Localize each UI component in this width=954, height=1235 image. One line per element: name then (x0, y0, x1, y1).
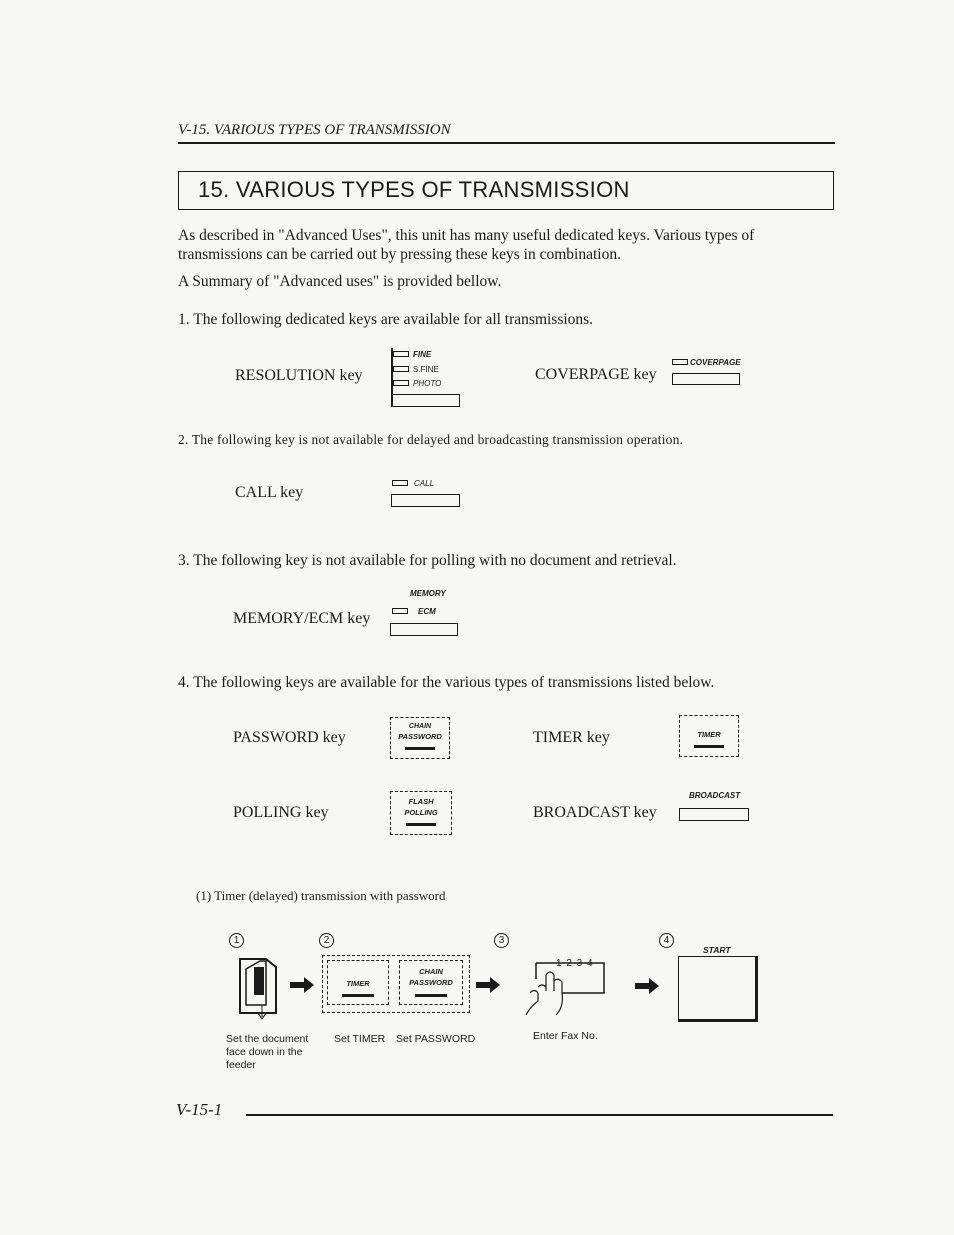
item-2-text: 2. The following key is not available for delayed and broadcasting transmission operation. (178, 432, 684, 447)
section-header: V-15. VARIOUS TYPES OF TRANSMISSION (178, 122, 451, 138)
memory-tag: MEMORY (410, 589, 446, 598)
photo-indicator-icon (393, 380, 409, 386)
resolution-key-label: RESOLUTION key (235, 367, 363, 384)
document-feeder-icon (236, 955, 284, 1021)
intro-paragraph: As described in "Advanced Uses", this unit has many useful dedicated keys. Various types of transmissions can be carried out by pressing these keys in combination. (178, 227, 755, 263)
photo-tag: PHOTO (413, 379, 442, 388)
polling-key-bar (406, 823, 436, 826)
arrow-right-icon (290, 977, 314, 993)
password-key-label: PASSWORD key (233, 729, 346, 746)
broadcast-tag: BROADCAST (689, 791, 741, 800)
flash-tag: FLASH (408, 797, 434, 806)
timer-key-graphic (679, 715, 739, 757)
broadcast-key-button (679, 808, 749, 821)
sfine-tag: S.FINE (413, 365, 439, 374)
step-password-key (399, 960, 463, 1005)
call-tag: CALL (414, 479, 435, 488)
footer-rule (246, 1114, 833, 1116)
memory-key-label: MEMORY/ECM key (233, 610, 371, 627)
arrow-right-icon (635, 978, 659, 994)
step-4-marker: 4 (659, 933, 674, 948)
chain-tag: CHAIN (408, 723, 432, 730)
step-1-marker: 1 (229, 933, 244, 948)
arrow-right-icon (476, 977, 500, 993)
step-2-marker: 2 (319, 933, 334, 948)
coverpage-key-button (672, 373, 740, 385)
step-password-tag: PASSWORD (409, 978, 453, 987)
step-timer-bar (342, 994, 374, 997)
step-timer-tag: TIMER (346, 979, 370, 988)
timer-key-bar (694, 745, 724, 748)
coverpage-tag: COVERPAGE (690, 358, 741, 367)
fine-indicator-icon (393, 351, 409, 357)
ecm-tag: ECM (418, 607, 436, 616)
step-3-marker: 3 (494, 933, 509, 948)
call-indicator-icon (392, 480, 408, 486)
coverpage-indicator-icon (672, 359, 688, 365)
step-chain-tag: CHAIN (419, 967, 443, 976)
step-password-bar (415, 994, 447, 997)
broadcast-key-label: BROADCAST key (533, 804, 657, 821)
memory-key-button (390, 623, 458, 636)
call-key-label: CALL key (235, 484, 304, 501)
page-title: 15. VARIOUS TYPES OF TRANSMISSION (198, 177, 630, 202)
ecm-indicator-icon (392, 608, 408, 614)
step-1-caption: Set the document face down in the feeder (226, 1033, 309, 1071)
fine-tag: FINE (413, 350, 432, 359)
sfine-indicator-icon (393, 366, 409, 372)
resolution-key-button (391, 394, 460, 407)
start-tag: START (703, 945, 731, 955)
header-rule (178, 142, 835, 144)
polling-key-graphic (390, 791, 452, 835)
timer-key-label: TIMER key (533, 729, 610, 746)
polling-key-label: POLLING key (233, 804, 329, 821)
summary-line: A Summary of "Advanced uses" is provided bellow. (178, 273, 502, 290)
timer-tag: TIMER (697, 730, 721, 739)
item-4-text: 4. The following keys are available for the various types of transmissions listed below. (178, 674, 715, 691)
keypad-digits: 1 2 3 4 (556, 958, 594, 969)
step-2b-caption: Set PASSWORD (396, 1033, 476, 1045)
password-tag: PASSWORD (398, 732, 442, 741)
polling-tag: POLLING (404, 808, 438, 817)
password-key-graphic (390, 717, 450, 759)
step-3-caption: Enter Fax No. (533, 1030, 598, 1042)
procedure-heading: (1) Timer (delayed) transmission with password (196, 888, 446, 903)
step-2a-caption: Set TIMER (334, 1033, 386, 1045)
item-3-text: 3. The following key is not available for polling with no document and retrieval. (178, 552, 677, 569)
item-1-text: 1. The following dedicated keys are available for all transmissions. (178, 311, 594, 328)
coverpage-key-label: COVERPAGE key (535, 366, 657, 383)
page-number: V-15-1 (176, 1100, 223, 1119)
start-key-button (678, 956, 758, 1022)
step-timer-key (327, 960, 389, 1005)
resolution-key-graphic (391, 348, 461, 408)
password-key-bar (405, 747, 435, 750)
call-key-button (391, 494, 460, 507)
